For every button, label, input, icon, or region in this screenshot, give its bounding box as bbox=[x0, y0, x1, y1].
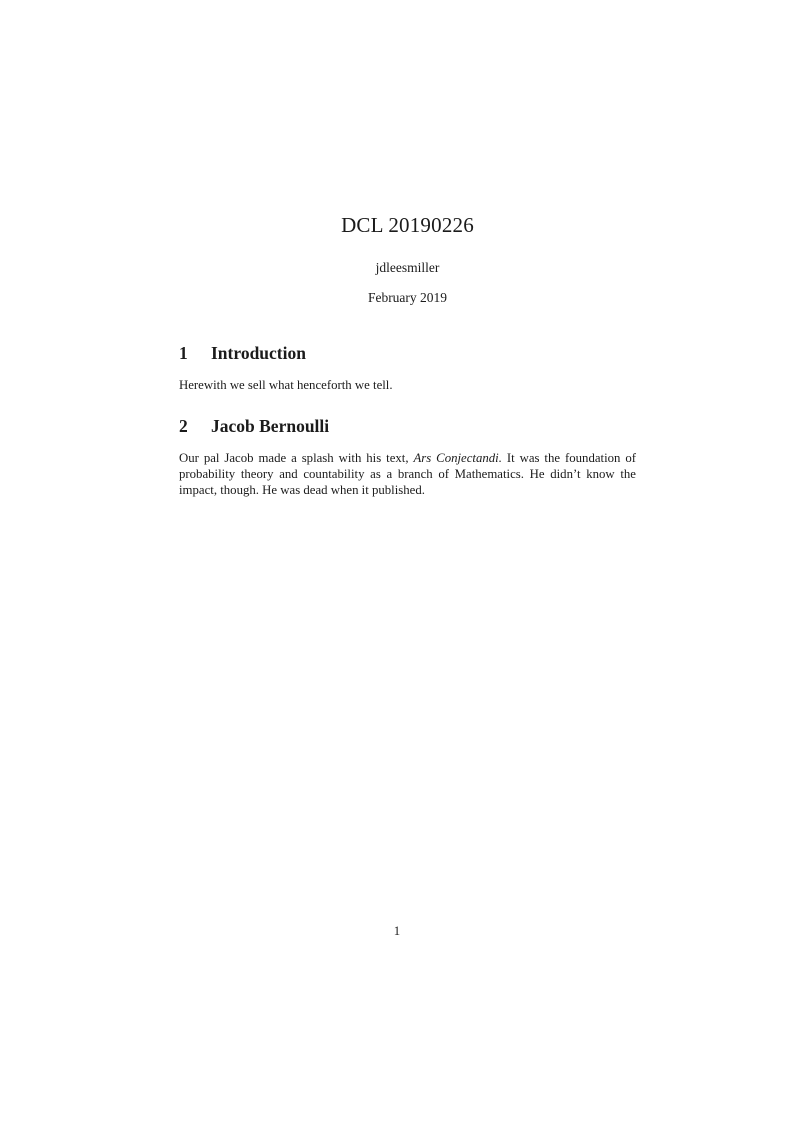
paragraph-text-start: Our pal Jacob made a splash with his text, bbox=[179, 451, 414, 465]
section-heading-jacob-bernoulli bbox=[179, 416, 636, 437]
document-date: February 2019 bbox=[367, 290, 448, 305]
section-number: 1 bbox=[179, 343, 188, 363]
book-title-italic: Ars Conjectandi. bbox=[413, 451, 502, 465]
section-heading-introduction bbox=[179, 343, 636, 364]
section-number: 2 bbox=[179, 416, 188, 436]
paragraph-text-end: It was the foundation of probability theory and countability as a branch of Mathematics. He didn’t know the impact, though. He was dead when it published. bbox=[179, 451, 637, 497]
document-title: DCL 20190226 bbox=[341, 213, 474, 237]
document-body bbox=[179, 0, 636, 498]
paragraph-introduction: Herewith we sell what henceforth we tell. bbox=[179, 378, 393, 392]
document-author: jdleesmiller bbox=[375, 260, 440, 275]
section-title: Jacob Bernoulli bbox=[211, 416, 330, 436]
paragraph-jacob-bernoulli bbox=[179, 450, 636, 498]
page-number: 1 bbox=[393, 924, 401, 938]
section-title: Introduction bbox=[211, 343, 306, 363]
